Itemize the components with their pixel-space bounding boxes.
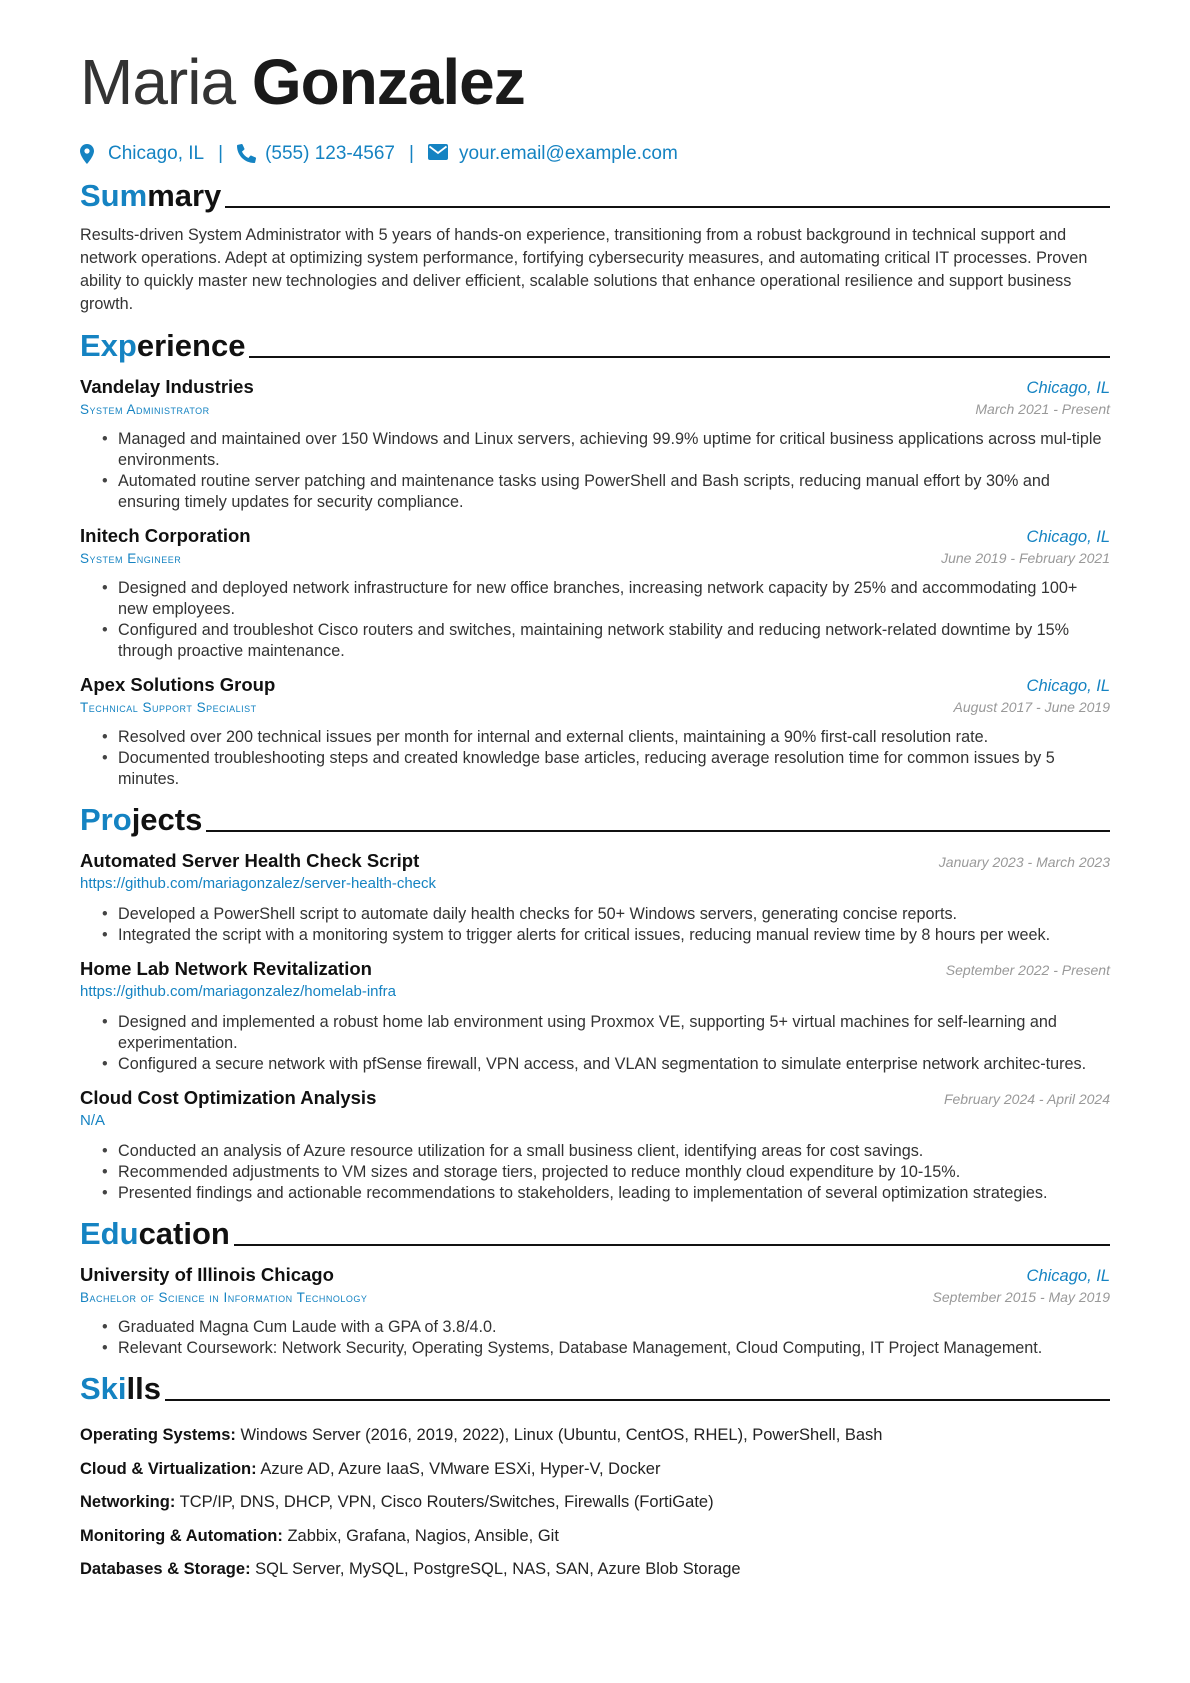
skill-category: Cloud & Virtualization: (80, 1459, 257, 1478)
entry-subheader (80, 401, 1110, 417)
phone-text: (555) 123-4567 (265, 143, 395, 164)
bullet-item: • Configured and troubleshot Cisco routers and switches, maintaining network stability and reducing network-related downtime by 15% through proactive maintenance. (118, 620, 1110, 662)
entry-location: Chicago, IL (1026, 379, 1110, 397)
skill-values: Azure AD, Azure IaaS, VMware ESXi, Hyper-V, Docker (260, 1459, 661, 1478)
bullet-item: • Documented troubleshooting steps and created knowledge base articles, reducing average resolution time for common issues by 5 minutes. (118, 748, 1110, 790)
skills-section (80, 1369, 1110, 1587)
experience-list (80, 376, 1110, 790)
entry-location: Chicago, IL (1026, 528, 1110, 546)
skill-row (80, 1453, 1110, 1487)
entry-header (80, 850, 1110, 872)
experience-section (80, 326, 1110, 790)
bullet-item: • Conducted an analysis of Azure resource utilization for a small business client, identifying areas for cost savings. (118, 1141, 1110, 1162)
contact-separator: | (218, 143, 224, 164)
entry-subheader (80, 1112, 1110, 1129)
company-name: Initech Corporation (80, 525, 251, 546)
entry-header (80, 958, 1110, 980)
skill-values: Windows Server (2016, 2019, 2022), Linux (Ubuntu, CentOS, RHEL), PowerShell, Bash (240, 1426, 883, 1444)
project-name: Cloud Cost Optimization Analysis (80, 1087, 377, 1108)
education-section (80, 1214, 1110, 1359)
project-link[interactable]: https://github.com/mariagonzalez/server-health-check (80, 875, 437, 892)
location-text: Chicago, IL (108, 143, 205, 164)
section-heading (80, 1214, 1110, 1252)
education-entry (80, 1264, 1110, 1359)
job-title: System Engineer (80, 551, 182, 566)
section-heading (80, 1369, 1110, 1407)
entry-dates: September 2015 - May 2019 (932, 1289, 1110, 1305)
education-list (80, 1264, 1110, 1359)
skills-list (80, 1419, 1110, 1587)
section-title: Education (80, 1216, 230, 1251)
section-rule (225, 206, 1110, 208)
bullet-item: • Presented findings and actionable recommendations to stakeholders, leading to implementation of several optimization strategies. (118, 1183, 1110, 1204)
entry-header (80, 376, 1110, 398)
bullet-item: • Automated routine server patching and maintenance tasks using PowerShell and Bash scripts, reducing manual effort by 30% and ensuring timely updates for security compliance. (118, 471, 1110, 513)
projects-list (80, 850, 1110, 1204)
experience-entry (80, 525, 1110, 662)
entry-header (80, 525, 1110, 547)
bullet-item: • Designed and implemented a robust home lab environment using Proxmox VE, supporting 5+ virtual machines for self-learning and experimentation. (118, 1012, 1110, 1054)
entry-subheader (80, 699, 1110, 715)
project-name: Home Lab Network Revitalization (80, 958, 372, 979)
entry-subheader (80, 1289, 1110, 1305)
entry-header (80, 674, 1110, 696)
envelope-icon (428, 144, 449, 164)
company-name: Vandelay Industries (80, 376, 254, 397)
first-name: Maria (80, 46, 236, 118)
section-rule (206, 830, 1110, 832)
bullet-list (80, 1141, 1110, 1204)
section-heading (80, 176, 1110, 214)
summary-text: Results-driven System Administrator with 5 years of hands-on experience, transitioning from a robust background in technical support and network operations. Adept at optimizing system performance, fortifying cybersecurity measures, and automating critical IT processes. Proven ability to quickly master new technologies and deliver efficient, scalable solutions that enhance operational resilience and support business growth. (80, 226, 1088, 313)
entry-subheader (80, 983, 1110, 1000)
phone-icon (237, 144, 255, 164)
candidate-name (80, 0, 1110, 120)
location-item (80, 143, 204, 165)
project-link[interactable]: https://github.com/mariagonzalez/homelab-infra (80, 983, 396, 1000)
map-pin-icon (80, 144, 98, 164)
skill-category: Networking: (80, 1493, 176, 1511)
bullet-item: • Resolved over 200 technical issues per month for internal and external clients, maintaining a 90% first-call resolution rate. (118, 727, 1110, 748)
section-rule (165, 1399, 1110, 1401)
bullet-item: • Relevant Coursework: Network Security, Operating Systems, Database Management, Cloud Computing, IT Project Management. (118, 1338, 1110, 1359)
school-name: University of Illinois Chicago (80, 1264, 334, 1285)
project-entry (80, 1087, 1110, 1204)
entry-dates: August 2017 - June 2019 (953, 699, 1110, 715)
last-name: Gonzalez (251, 46, 525, 118)
bullet-list (80, 1012, 1110, 1075)
section-title: Projects (80, 802, 203, 837)
section-title: Experience (80, 328, 246, 363)
project-link: N/A (80, 1112, 106, 1129)
skill-category: Databases & Storage: (80, 1560, 251, 1578)
project-entry (80, 958, 1110, 1075)
skill-category: Monitoring & Automation: (80, 1526, 283, 1545)
section-heading (80, 800, 1110, 838)
bullet-list (80, 578, 1110, 662)
skill-row (80, 1553, 1110, 1587)
section-title: Summary (80, 178, 222, 213)
bullet-list (80, 904, 1110, 946)
entry-dates: February 2024 - April 2024 (943, 1091, 1110, 1107)
bullet-item: • Graduated Magna Cum Laude with a GPA of 3.8/4.0. (118, 1317, 1110, 1338)
skill-row (80, 1520, 1110, 1554)
entry-subheader (80, 875, 1110, 892)
entry-dates: January 2023 - March 2023 (938, 854, 1110, 870)
bullet-item: • Recommended adjustments to VM sizes and storage tiers, projected to reduce monthly cloud expenditure by 10-15%. (118, 1162, 1110, 1183)
company-name: Apex Solutions Group (80, 674, 276, 695)
job-title: System Administrator (80, 402, 210, 417)
entry-subheader (80, 550, 1110, 566)
contact-bar (80, 142, 1110, 166)
email-item[interactable] (428, 143, 678, 165)
job-title: Technical Support Specialist (80, 700, 257, 715)
entry-header (80, 1264, 1110, 1286)
entry-dates: September 2022 - Present (945, 962, 1110, 978)
project-entry (80, 850, 1110, 946)
experience-entry (80, 674, 1110, 790)
bullet-list (80, 727, 1110, 790)
projects-section (80, 800, 1110, 1204)
skill-values: SQL Server, MySQL, PostgreSQL, NAS, SAN, Azure Blob Storage (255, 1560, 741, 1578)
bullet-item: • Integrated the script with a monitoring system to trigger alerts for critical issues, reducing manual review time by 8 hours per week. (118, 925, 1110, 946)
bullet-list (80, 1317, 1110, 1359)
skill-values: Zabbix, Grafana, Nagios, Ansible, Git (287, 1526, 559, 1545)
entry-location: Chicago, IL (1026, 1267, 1110, 1285)
skill-row (80, 1486, 1110, 1520)
degree-title: Bachelor of Science in Information Technology (80, 1290, 368, 1305)
contact-separator: | (409, 143, 414, 164)
project-name: Automated Server Health Check Script (80, 850, 420, 871)
entry-dates: June 2019 - February 2021 (941, 550, 1110, 566)
section-heading (80, 326, 1110, 364)
experience-entry (80, 376, 1110, 513)
section-title: Skills (80, 1371, 161, 1406)
email-link[interactable]: your.email@example.com (458, 143, 678, 164)
section-rule (234, 1244, 1110, 1246)
entry-dates: March 2021 - Present (975, 401, 1110, 417)
skill-category: Operating Systems: (80, 1426, 236, 1444)
bullet-item: • Designed and deployed network infrastructure for new office branches, increasing network capacity by 25% and accommodating 100+ new employees. (118, 578, 1110, 620)
entry-location: Chicago, IL (1026, 677, 1110, 695)
bullet-item: • Developed a PowerShell script to automate daily health checks for 50+ Windows servers, generating concise reports. (118, 904, 1110, 925)
bullet-list (80, 429, 1110, 513)
bullet-item: • Configured a secure network with pfSense firewall, VPN access, and VLAN segmentation to simulate enterprise network architec-tures. (118, 1054, 1110, 1075)
bullet-item: • Managed and maintained over 150 Windows and Linux servers, achieving 99.9% uptime for critical business applications across mul-tiple environments. (118, 429, 1110, 471)
phone-item (237, 143, 395, 165)
section-rule (249, 356, 1110, 358)
skill-row (80, 1419, 1110, 1453)
skill-values: TCP/IP, DNS, DHCP, VPN, Cisco Routers/Switches, Firewalls (FortiGate) (179, 1493, 714, 1511)
entry-header (80, 1087, 1110, 1109)
summary-section (80, 176, 1110, 316)
